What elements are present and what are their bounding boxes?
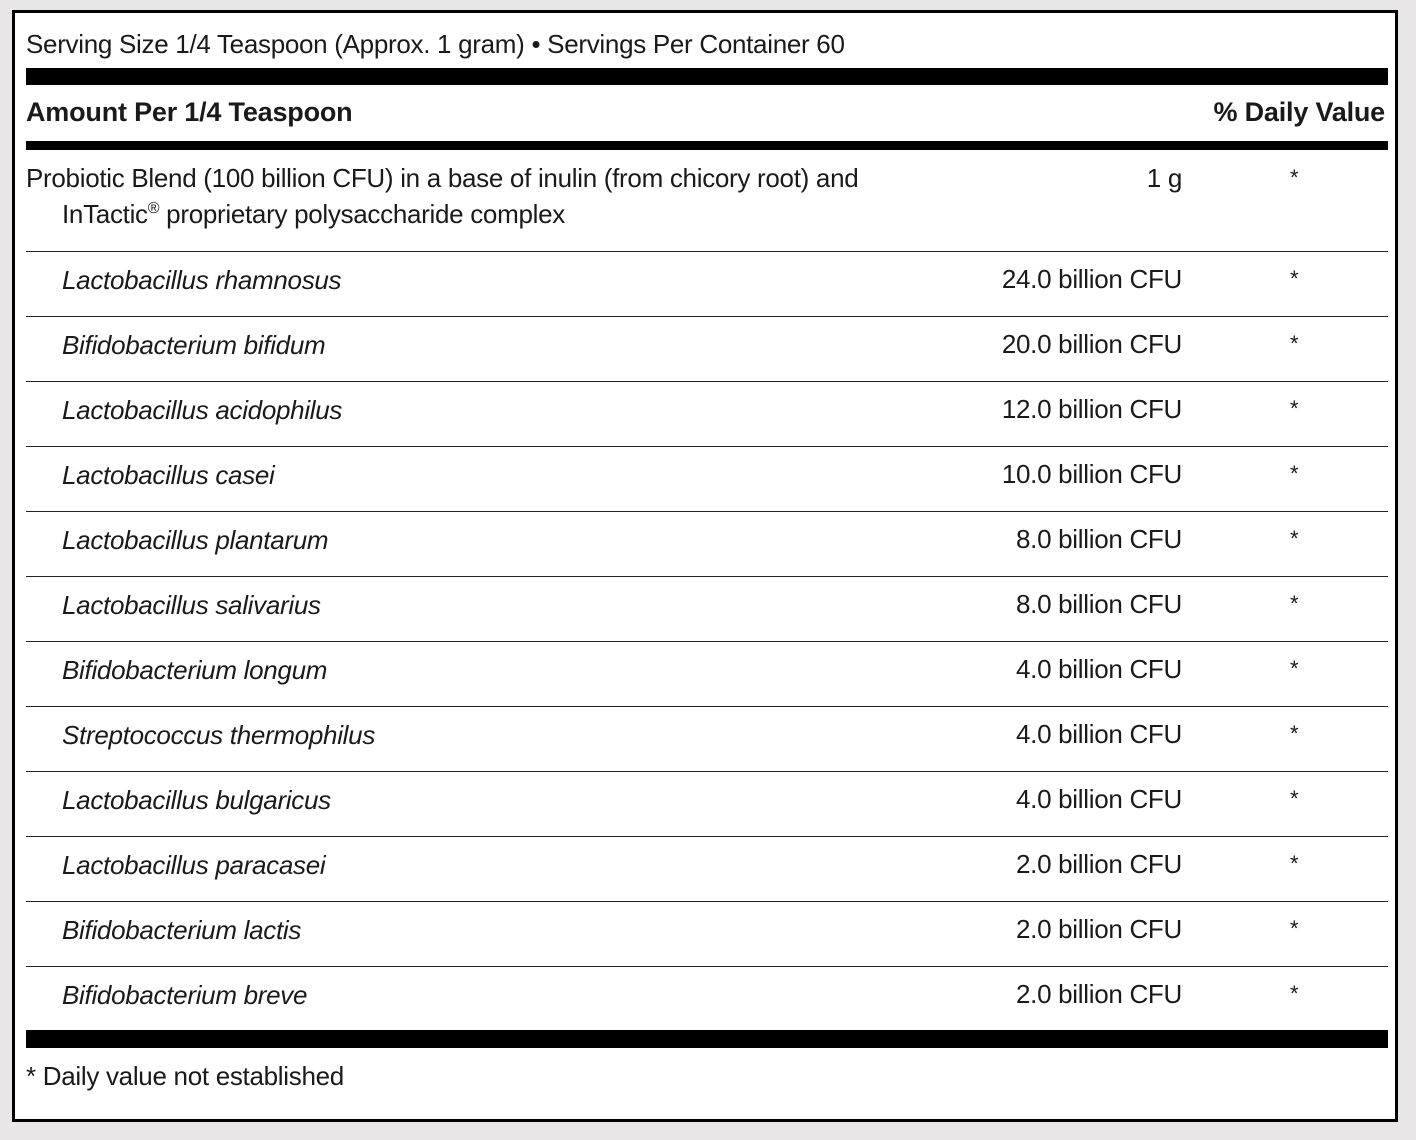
ingredient-daily-value: *	[1290, 461, 1299, 486]
ingredient-amount: 8.0 billion CFU	[1015, 589, 1182, 619]
ingredient-row	[26, 382, 1388, 447]
ingredient-name: Lactobacillus salivarius	[62, 590, 321, 620]
ingredient-name: Lactobacillus plantarum	[62, 525, 329, 555]
ingredient-daily-value: *	[1290, 981, 1299, 1006]
supplement-facts-panel	[12, 10, 1398, 1122]
ingredient-row	[26, 642, 1388, 707]
ingredient-row	[26, 317, 1388, 382]
ingredient-name: Bifidobacterium lactis	[62, 915, 302, 945]
brand-name: InTactic	[62, 199, 148, 229]
ingredient-row	[26, 252, 1388, 317]
daily-value-header: % Daily Value	[1213, 97, 1385, 127]
ingredient-daily-value: *	[1290, 396, 1299, 421]
ingredient-name: Lactobacillus casei	[62, 460, 275, 490]
ingredient-daily-value: *	[1290, 656, 1299, 681]
blend-amount: 1 g	[1146, 163, 1182, 193]
ingredient-name: Bifidobacterium bifidum	[62, 330, 326, 360]
ingredient-amount: 20.0 billion CFU	[1001, 329, 1182, 359]
bottom-divider-bar	[26, 1030, 1388, 1048]
ingredient-daily-value: *	[1290, 786, 1299, 811]
ingredient-amount: 4.0 billion CFU	[1015, 654, 1182, 684]
ingredient-row	[26, 707, 1388, 772]
ingredient-amount: 24.0 billion CFU	[1001, 264, 1182, 294]
ingredient-name: Lactobacillus acidophilus	[62, 395, 343, 425]
ingredient-amount: 2.0 billion CFU	[1015, 979, 1182, 1009]
probiotic-blend-row	[26, 13, 1388, 252]
ingredient-row	[26, 902, 1388, 967]
ingredient-amount: 10.0 billion CFU	[1001, 459, 1182, 489]
ingredient-daily-value: *	[1290, 526, 1299, 551]
ingredient-row	[26, 577, 1388, 642]
ingredient-daily-value: *	[1290, 916, 1299, 941]
amount-per-header: Amount Per 1/4 Teaspoon	[26, 97, 353, 127]
serving-info: Serving Size 1/4 Teaspoon (Approx. 1 gram) • Servings Per Container 60	[26, 29, 845, 59]
ingredient-daily-value: *	[1290, 331, 1299, 356]
ingredient-name: Streptococcus thermophilus	[62, 720, 376, 750]
ingredient-daily-value: *	[1290, 721, 1299, 746]
ingredient-row	[26, 772, 1388, 837]
ingredient-amount: 4.0 billion CFU	[1015, 784, 1182, 814]
ingredient-name: Bifidobacterium breve	[62, 980, 308, 1010]
ingredient-amount: 4.0 billion CFU	[1015, 719, 1182, 749]
ingredient-amount: 2.0 billion CFU	[1015, 849, 1182, 879]
ingredient-daily-value: *	[1290, 266, 1299, 291]
blend-daily-value: *	[1290, 165, 1299, 190]
ingredient-row	[26, 837, 1388, 902]
ingredient-row	[26, 447, 1388, 512]
ingredient-amount: 2.0 billion CFU	[1015, 914, 1182, 944]
footnote: * Daily value not established	[26, 1061, 344, 1091]
ingredient-name: Bifidobacterium longum	[62, 655, 328, 685]
blend-description-line2	[62, 199, 565, 229]
ingredient-row	[26, 967, 1388, 1032]
ingredient-amount: 12.0 billion CFU	[1001, 394, 1182, 424]
ingredient-daily-value: *	[1290, 591, 1299, 616]
ingredient-daily-value: *	[1290, 851, 1299, 876]
blend-description-rest: proprietary polysaccharide complex	[159, 199, 565, 229]
registered-mark: ®	[147, 200, 160, 217]
ingredient-name: Lactobacillus rhamnosus	[62, 265, 342, 295]
ingredient-amount: 8.0 billion CFU	[1015, 524, 1182, 554]
ingredient-name: Lactobacillus bulgaricus	[62, 785, 331, 815]
ingredient-row	[26, 512, 1388, 577]
blend-description-line1: Probiotic Blend (100 billion CFU) in a base of inulin (from chicory root) and	[26, 163, 859, 193]
ingredient-name: Lactobacillus paracasei	[62, 850, 326, 880]
